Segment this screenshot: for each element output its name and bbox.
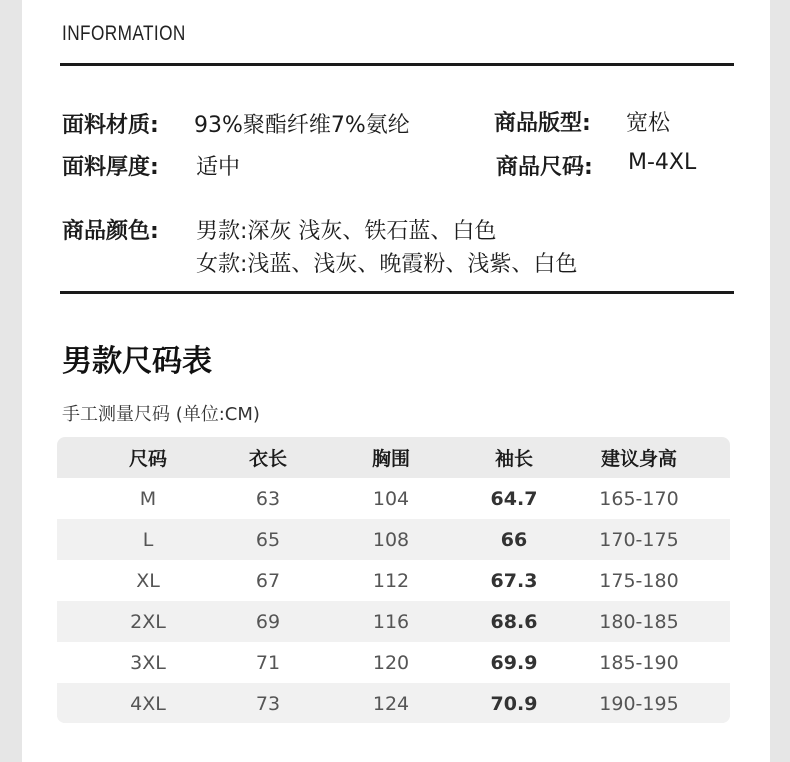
cell-size: L bbox=[142, 528, 154, 551]
table-row bbox=[57, 601, 730, 642]
cell-length: 67 bbox=[255, 569, 281, 592]
thickness-value: 适中 bbox=[196, 155, 241, 180]
size-row bbox=[496, 150, 697, 181]
header-length: 衣长 bbox=[248, 448, 287, 470]
divider-mid bbox=[60, 291, 734, 294]
size-chart-subtitle: 手工测量尺码 (单位:CM) bbox=[62, 404, 260, 425]
fabric-value: 93%聚酯纤维7%氨纶 bbox=[194, 113, 410, 138]
table-row bbox=[57, 478, 730, 519]
size-chart-heading: 男款尺码表 bbox=[62, 344, 212, 379]
cell-chest: 108 bbox=[372, 528, 410, 551]
fit-value: 宽松 bbox=[626, 111, 671, 136]
divider-top bbox=[60, 63, 734, 66]
header-sleeve: 袖长 bbox=[494, 448, 533, 470]
fit-row bbox=[494, 106, 671, 137]
header-chest: 胸围 bbox=[371, 448, 410, 470]
cell-height: 185-190 bbox=[599, 651, 679, 674]
cell-size: 3XL bbox=[130, 651, 166, 674]
cell-length: 73 bbox=[255, 692, 281, 715]
cell-sleeve: 70.9 bbox=[490, 692, 538, 715]
cell-length: 69 bbox=[255, 610, 281, 633]
table-row bbox=[57, 560, 730, 601]
section-title: INFORMATION bbox=[62, 22, 186, 45]
cell-sleeve: 69.9 bbox=[490, 651, 538, 674]
cell-sleeve: 67.3 bbox=[490, 569, 538, 592]
table-row bbox=[57, 519, 730, 560]
cell-chest: 112 bbox=[372, 569, 410, 592]
fit-label: 商品版型: bbox=[494, 111, 591, 136]
header-size: 尺码 bbox=[128, 448, 167, 470]
cell-size: M bbox=[139, 487, 157, 510]
cell-size: XL bbox=[136, 569, 160, 592]
size-label: 商品尺码: bbox=[496, 155, 593, 180]
cell-length: 65 bbox=[255, 528, 281, 551]
cell-height: 165-170 bbox=[599, 487, 679, 510]
header-height: 建议身高 bbox=[600, 448, 677, 470]
cell-chest: 104 bbox=[372, 487, 410, 510]
fabric-row bbox=[62, 108, 410, 139]
table-header-row bbox=[57, 437, 730, 478]
size-table bbox=[57, 437, 730, 723]
table-row bbox=[57, 642, 730, 683]
product-info-card bbox=[22, 0, 770, 762]
cell-sleeve: 66 bbox=[500, 528, 528, 551]
cell-length: 63 bbox=[255, 487, 281, 510]
thickness-row bbox=[62, 150, 241, 181]
thickness-label: 面料厚度: bbox=[62, 155, 159, 180]
cell-height: 190-195 bbox=[599, 692, 679, 715]
cell-height: 170-175 bbox=[599, 528, 679, 551]
size-value: M-4XL bbox=[628, 150, 697, 175]
color-label: 商品颜色: bbox=[62, 219, 159, 244]
color-women: 女款:浅蓝、浅灰、晚霞粉、浅紫、白色 bbox=[196, 252, 578, 277]
cell-sleeve: 64.7 bbox=[490, 487, 538, 510]
cell-size: 2XL bbox=[130, 610, 166, 633]
cell-height: 180-185 bbox=[599, 610, 679, 633]
cell-length: 71 bbox=[255, 651, 281, 674]
cell-chest: 116 bbox=[372, 610, 410, 633]
fabric-label: 面料材质: bbox=[62, 113, 159, 138]
color-men: 男款:深灰 浅灰、铁石蓝、白色 bbox=[196, 219, 497, 244]
cell-chest: 120 bbox=[372, 651, 410, 674]
cell-height: 175-180 bbox=[599, 569, 679, 592]
cell-sleeve: 68.6 bbox=[490, 610, 538, 633]
cell-chest: 124 bbox=[372, 692, 410, 715]
color-row bbox=[62, 214, 578, 277]
table-row bbox=[57, 683, 730, 723]
cell-size: 4XL bbox=[130, 692, 166, 715]
